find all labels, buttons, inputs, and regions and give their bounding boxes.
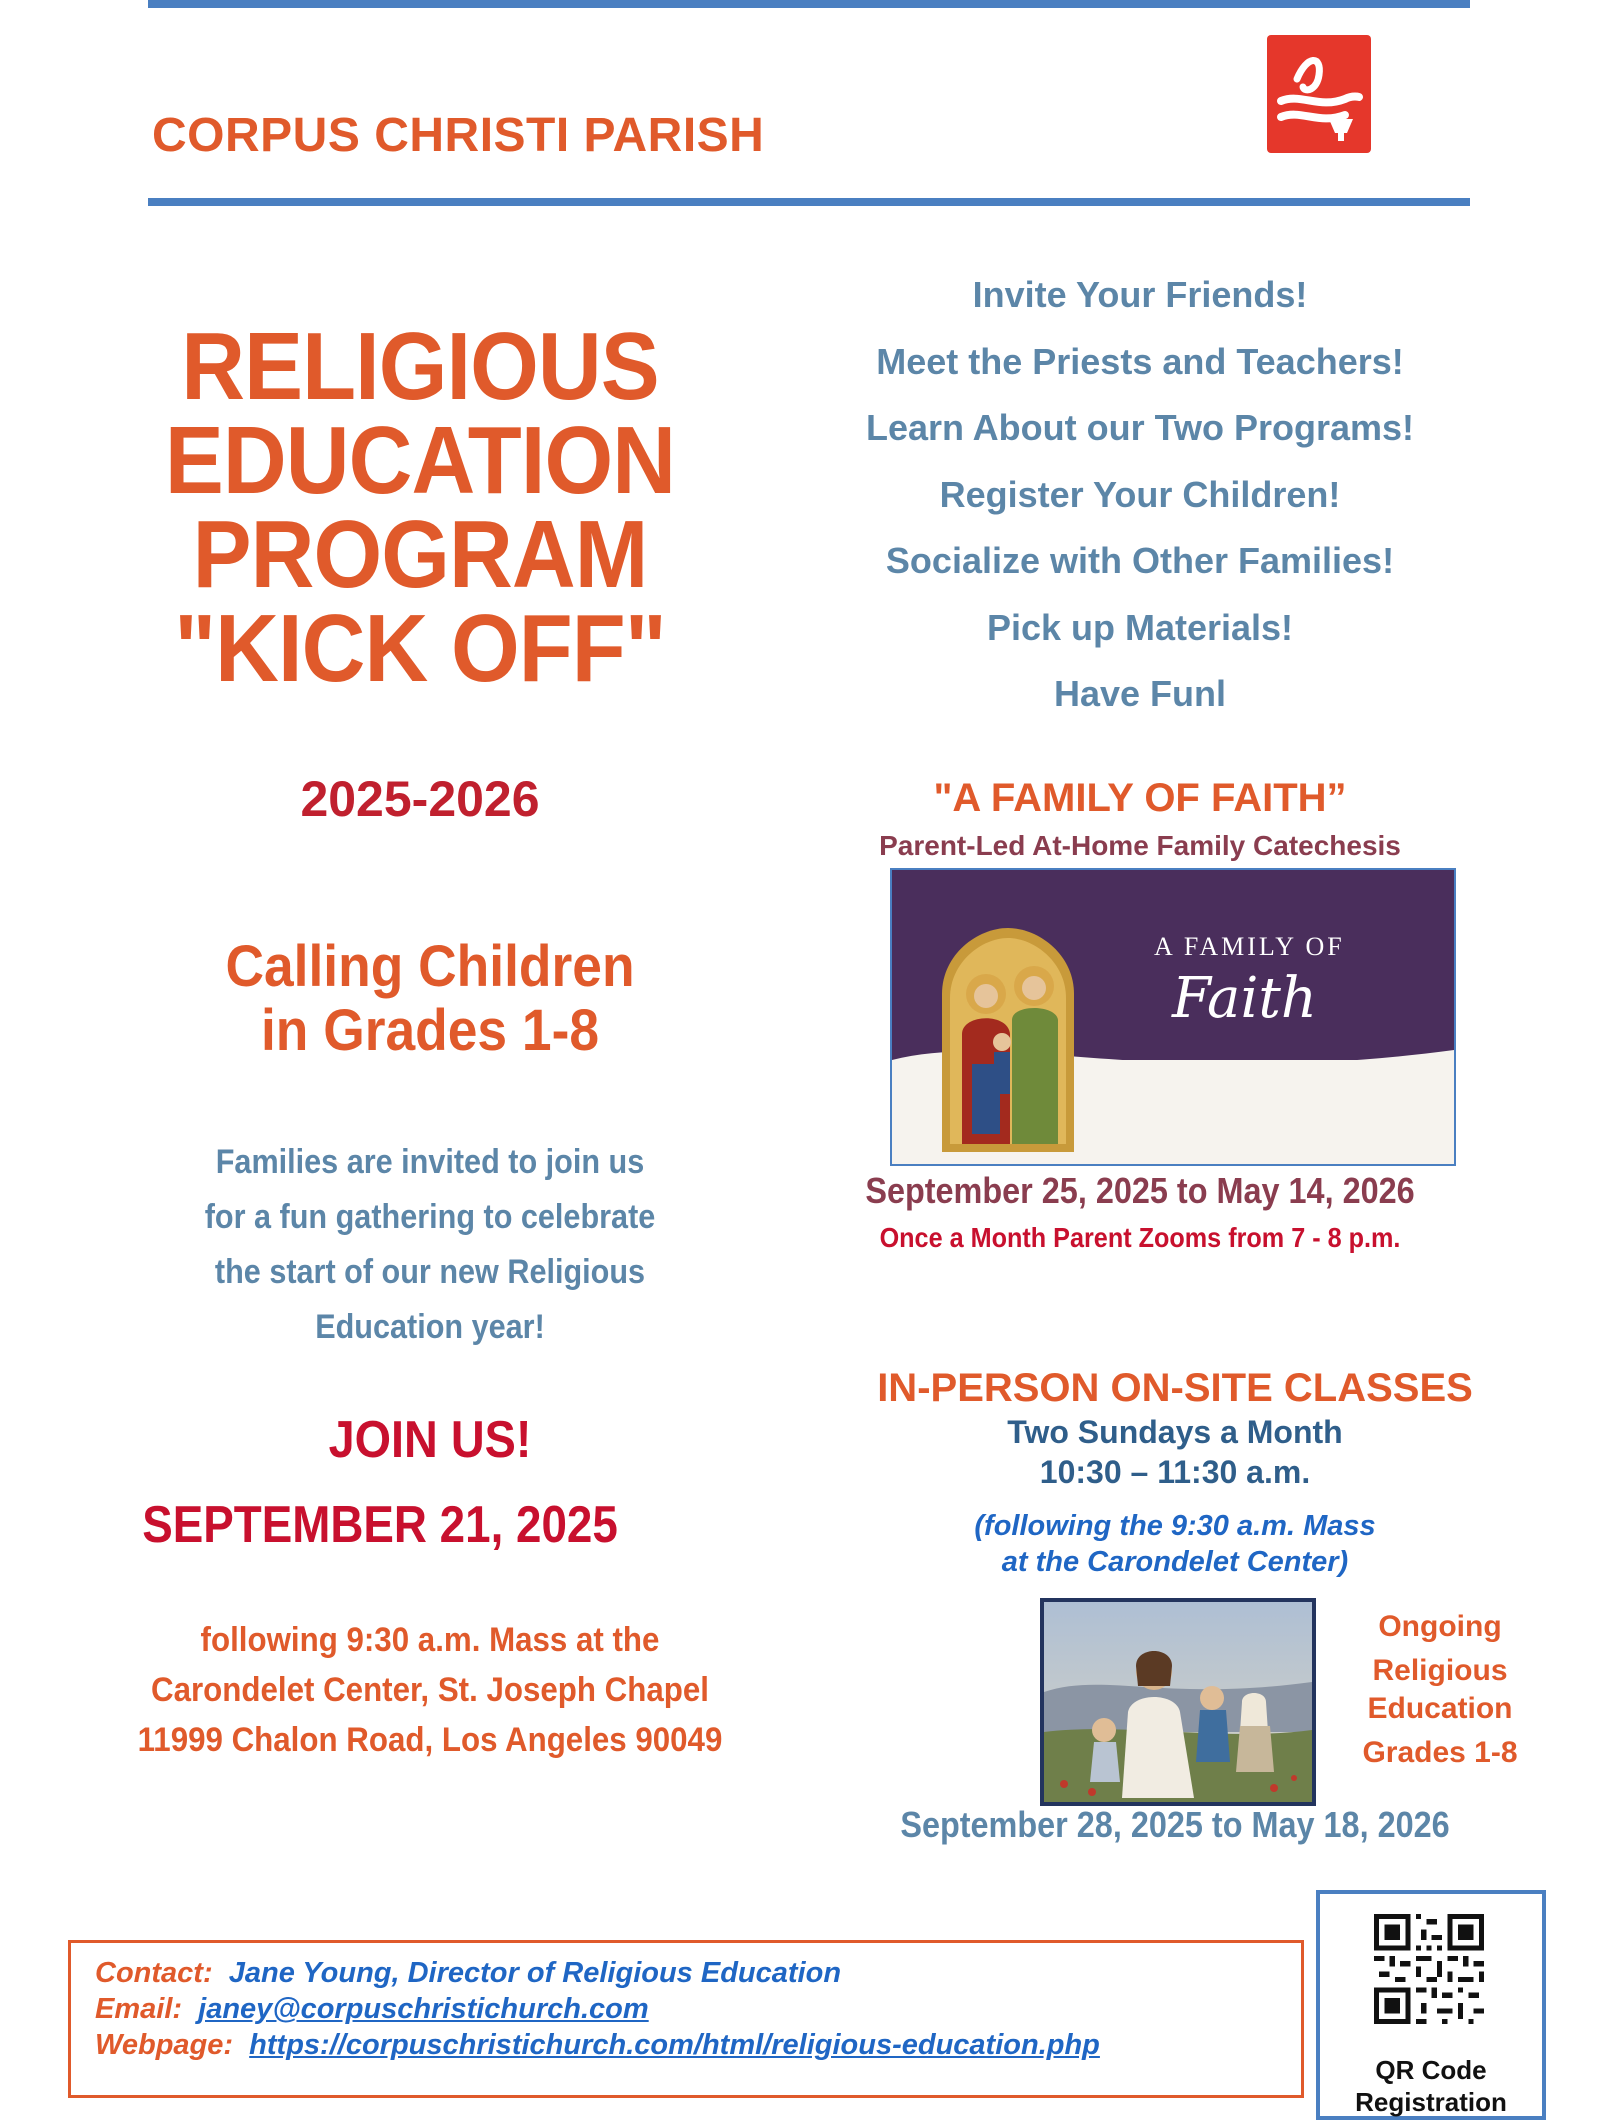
families-line: the start of our new Religious [214, 1253, 646, 1291]
in-person-schedule [800, 1412, 1550, 1492]
families-invitation-text [160, 1135, 700, 1355]
holy-family-icon [938, 924, 1078, 1152]
ongoing-line: Education [1367, 1692, 1513, 1725]
qr-code-icon[interactable] [1374, 1914, 1484, 2024]
location-line: following 9:30 a.m. Mass at the [200, 1621, 660, 1659]
families-line: Families are invited to join us [215, 1143, 645, 1181]
location-line: Carondelet Center, St. Joseph Chapel [151, 1671, 709, 1709]
headline-line: PROGRAM [192, 501, 648, 608]
jesus-with-children-image [1040, 1598, 1316, 1806]
contact-row [95, 1955, 1277, 1991]
email-link[interactable]: janey@corpuschristichurch.com [198, 1993, 649, 2025]
ongoing-line: Ongoing [1378, 1610, 1502, 1643]
families-line: Education year! [315, 1308, 545, 1346]
family-of-faith-zoom: Once a Month Parent Zooms from 7 - 8 p.m. [879, 1222, 1401, 1253]
note-line: (following the 9:30 a.m. Mass [974, 1510, 1376, 1542]
calling-children-heading [145, 935, 715, 1063]
invite-item: Have Funl [1053, 673, 1227, 714]
program-headline [144, 313, 696, 702]
webpage-row [95, 2027, 1277, 2063]
header-rule [148, 198, 1470, 206]
contact-label: Contact: [95, 1957, 213, 1989]
program-year: 2025-2026 [300, 771, 540, 827]
headline-line: RELIGIOUS [181, 313, 659, 420]
invite-list [800, 262, 1480, 728]
contact-name: Jane Young, Director of Religious Education [228, 1957, 842, 1989]
family-of-faith-title: "A FAMILY OF FAITH” [933, 776, 1347, 820]
headline-line: "KICK OFF" [174, 595, 666, 702]
invite-item: Socialize with Other Families! [885, 540, 1395, 581]
event-date: SEPTEMBER 21, 2025 [142, 1496, 618, 1554]
top-rule [148, 0, 1470, 8]
dove-chalice-logo-icon [1267, 35, 1371, 153]
qr-label-line: QR Code [1375, 2055, 1487, 2085]
qr-registration-box[interactable] [1316, 1890, 1546, 2120]
webpage-link[interactable]: https://corpuschristichurch.com/html/religious-education.php [249, 2029, 1100, 2061]
family-of-faith-banner [890, 868, 1456, 1166]
ongoing-line: Grades 1-8 [1362, 1736, 1518, 1769]
join-us-heading: JOIN US! [328, 1411, 532, 1469]
email-row [95, 1991, 1277, 2027]
in-person-dates: September 28, 2025 to May 18, 2026 [900, 1804, 1450, 1845]
webpage-label: Webpage: [95, 2029, 234, 2061]
in-person-note [800, 1508, 1550, 1580]
parish-name: CORPUS CHRISTI PARISH [152, 109, 765, 162]
calling-line: Calling Children [225, 934, 635, 999]
calling-line: in Grades 1-8 [260, 998, 600, 1063]
headline-line: EDUCATION [164, 407, 676, 514]
invite-item: Invite Your Friends! [972, 274, 1308, 315]
ongoing-line: Religious [1372, 1654, 1508, 1687]
email-label: Email: [95, 1993, 183, 2025]
invite-item: Learn About our Two Programs! [865, 407, 1414, 448]
location-line: 11999 Chalon Road, Los Angeles 90049 [137, 1721, 723, 1759]
event-location [90, 1615, 771, 1765]
schedule-line: Two Sundays a Month [1007, 1414, 1343, 1450]
invite-item: Pick up Materials! [986, 606, 1294, 648]
ongoing-label [1330, 1608, 1550, 1772]
families-line: for a fun gathering to celebrate [204, 1198, 656, 1236]
qr-label-line: Registration [1355, 2087, 1507, 2117]
family-of-faith-subtitle: Parent-Led At-Home Family Catechesis [879, 830, 1401, 861]
family-of-faith-dates: September 25, 2025 to May 14, 2026 [865, 1170, 1415, 1211]
in-person-title: IN-PERSON ON-SITE CLASSES [877, 1366, 1473, 1410]
contact-box [68, 1940, 1304, 2098]
schedule-line: 10:30 – 11:30 a.m. [1039, 1454, 1311, 1490]
banner-text-line: A FAMILY OF [1154, 932, 1345, 961]
invite-item: Meet the Priests and Teachers! [876, 340, 1404, 382]
qr-label [1320, 2054, 1542, 2118]
invite-item: Register Your Children! [939, 473, 1341, 515]
banner-text-faith: Faith [1172, 966, 1317, 1031]
note-line: at the Carondelet Center) [1001, 1546, 1349, 1578]
